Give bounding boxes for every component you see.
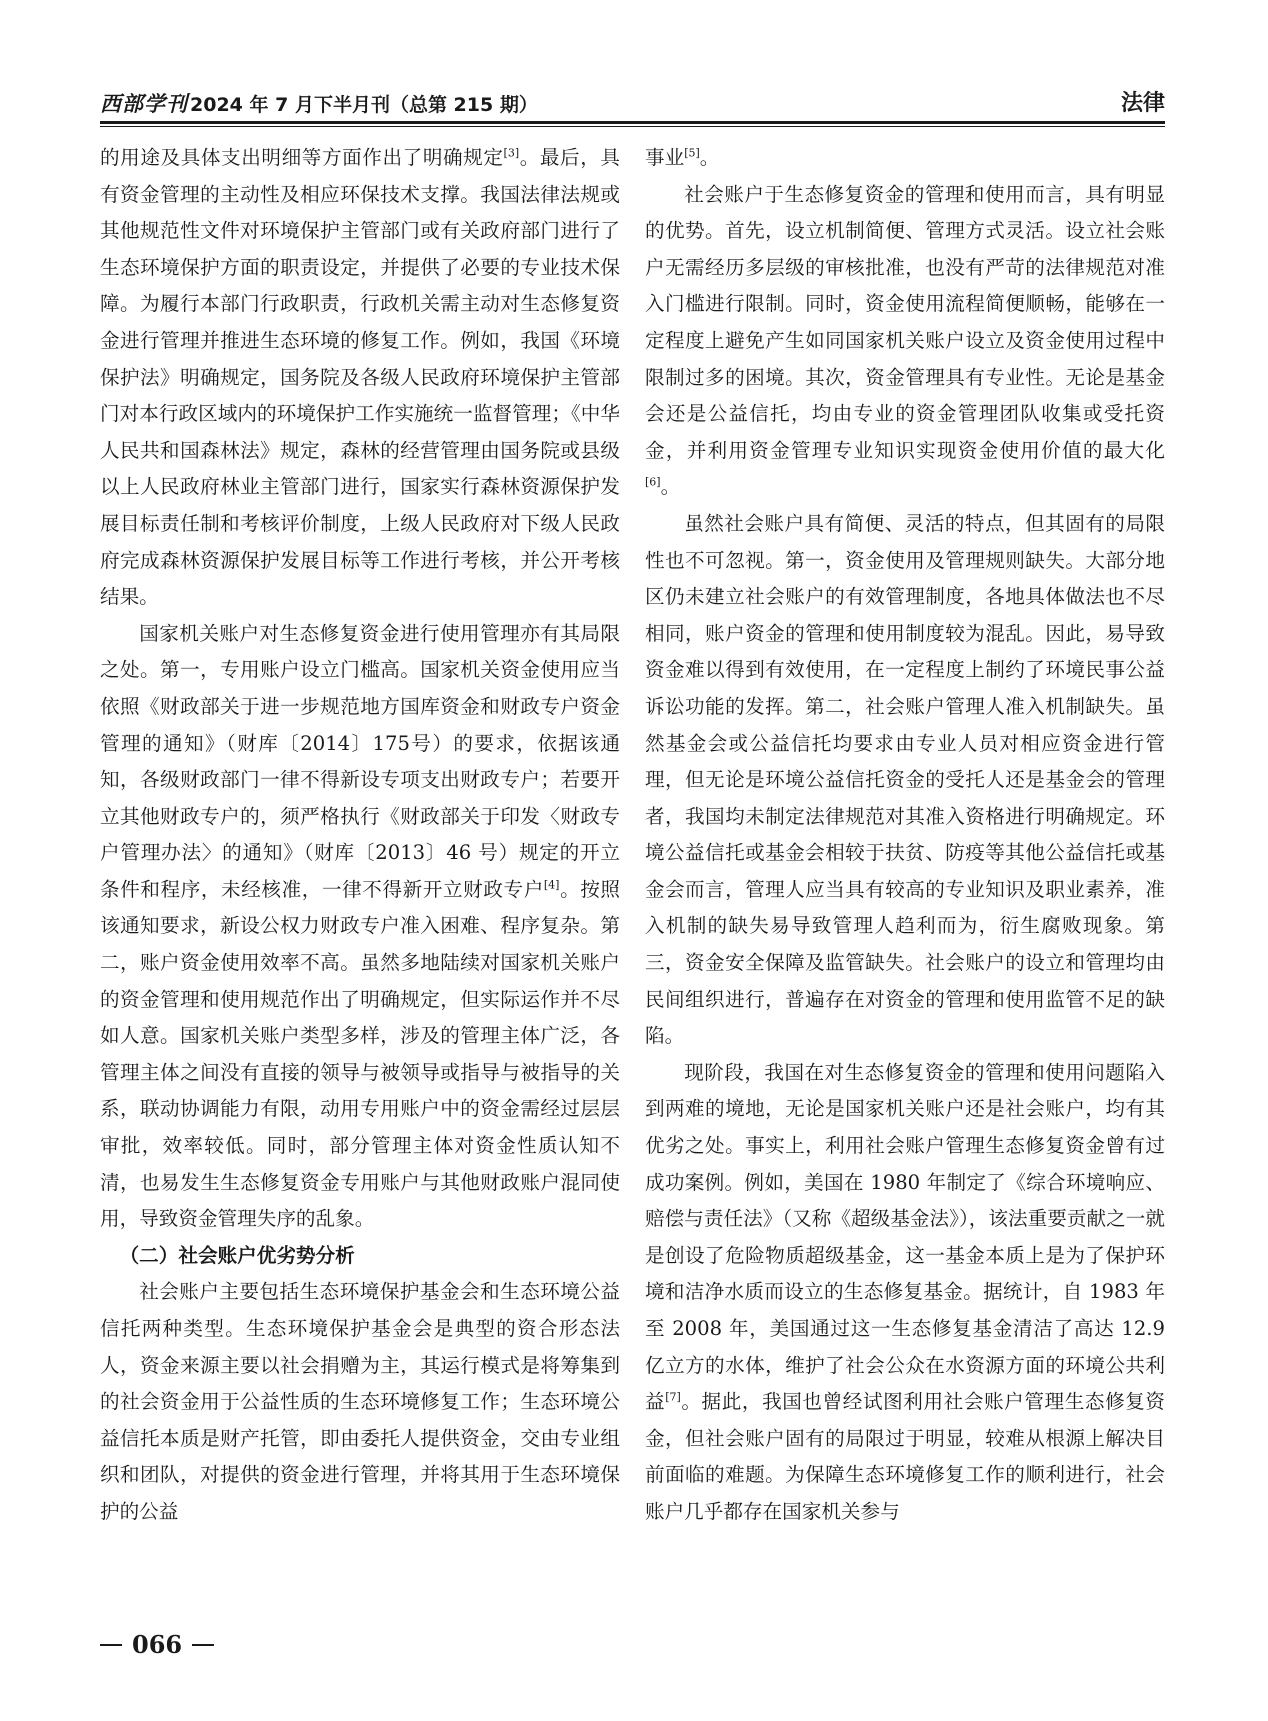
- header-left: [100, 88, 538, 118]
- issue-info: 2024 年 7 月下半月刊（总第 215 期）: [190, 94, 538, 116]
- footer-dash: [100, 1644, 122, 1646]
- journal-logo: 西部学刊: [100, 91, 188, 116]
- right-column: [645, 140, 1165, 1531]
- citation: [6]: [645, 475, 661, 489]
- paragraph: 事业[5]。: [645, 146, 720, 169]
- paragraph: 现阶段，我国在对生态修复资金的管理和使用问题陷入到两难的境地，无论是国家机关账户还是社会账户，均有其优劣之处。事实上，利用社会账户管理生态修复资金曾有过成功案例。例如，美国在 1980 年制定了《综合环境响应、赔偿与责任法》（又称《超级基金法》），该法重要贡献之一就是创设了危险物质超级基金，这一基金本质上是为了保护环境和洁净水质而设立的生态修复基金。据统计，自 1983 年至 2008 年，美国通过这一生态修复基金清洁了高达 12.9 亿立方的水体，维护了社会公众在水资源方面的环境公共利益[7]。据此，我国也曾经试图利用社会账户管理生态修复资金，但社会账户固有的局限过于明显，较难从根源上解决目前面临的难题。为保障生态环境修复工作的顺利进行，社会账户几乎都存在国家机关参与: [645, 1060, 1166, 1523]
- paragraph: 的用途及具体支出明细等方面作出了明确规定[3]。最后，具有资金管理的主动性及相应环保技术支撑。我国法律法规或其他规范性文件对环境保护主管部门或有关政府部门进行了生态环境保护方面的职责设定，并提供了必要的专业技术保障。为履行本部门行政职责，行政机关需主动对生态修复资金进行管理并推进生态环境的修复工作。例如，我国《环境保护法》明确规定，国务院及各级人民政府环境保护主管部门对本行政区域内的环境保护工作实施统一监督管理；《中华人民共和国森林法》规定，森林的经营管理由国务院或县级以上人民政府林业主管部门进行，国家实行森林资源保护发展目标责任制和考核评价制度，上级人民政府对下级人民政府完成森林资源保护发展目标等工作进行考核，并公开考核结果。: [100, 146, 621, 609]
- paragraph: 虽然社会账户具有简便、灵活的特点，但其固有的局限性也不可忽视。第一，资金使用及管理规则缺失。大部分地区仍未建立社会账户的有效管理制度，各地具体做法也不尽相同，账户资金的管理和使用制度较为混乱。因此，易导致资金难以得到有效使用，在一定程度上制约了环境民事公益诉讼功能的发挥。第二，社会账户管理人准入机制缺失。虽然基金会或公益信托均要求由专业人员对相应资金进行管理，但无论是环境公益信托资金的受托人还是基金会的管理者，我国均未制定法律规范对其准入资格进行明确规定。环境公益信托或基金会相较于扶贫、防疫等其他公益信托或基金会而言，管理人应当具有较高的专业知识及职业素养，准入机制的缺失易导致管理人趋利而为，衍生腐败现象。第三，资金安全保障及监管缺失。社会账户的设立和管理均由民间组织进行，普遍存在对资金的管理和使用监管不足的缺陷。: [645, 511, 1165, 1048]
- paragraph: 社会账户主要包括生态环境保护基金会和生态环境公益信托两种类型。生态环境保护基金会是典型的资合形态法人，资金来源主要以社会捐赠为主，其运行模式是将筹集到的社会资金用于公益性质的生态环境修复工作；生态环境公益信托本质是财产托管，即由委托人提供资金，交由专业组织和团队，对提供的资金进行管理，并将其用于生态环境保护的公益: [100, 1280, 620, 1523]
- section-heading: （二）社会账户优劣势分析: [119, 1243, 355, 1267]
- page-footer: [100, 1630, 214, 1659]
- paragraph: 社会账户于生态修复资金的管理和使用而言，具有明显的优势。首先，设立机制简便、管理方式灵活。设立社会账户无需经历多层级的审核批准，也没有严苛的法律规范对准入门槛进行限制。同时，资金使用流程简便顺畅，能够在一定程度上避免产生如同国家机关账户设立及资金使用过程中限制过多的困境。其次，资金管理具有专业性。无论是基金会还是公益信托，均由专业的资金管理团队收集或受托资金，并利用资金管理专业知识实现资金使用价值的最大化[6]。: [645, 182, 1165, 499]
- section-label: 法律: [1120, 91, 1165, 116]
- citation: [7]: [665, 1390, 681, 1404]
- left-column: [100, 140, 620, 1531]
- citation: [5]: [684, 146, 700, 160]
- footer-dash: [192, 1644, 214, 1646]
- paragraph: 国家机关账户对生态修复资金进行使用管理亦有其局限之处。第一，专用账户设立门槛高。国家机关资金使用应当依照《财政部关于进一步规范地方国库资金和财政专户资金管理的通知》（财库〔2014〕175号）的要求，依据该通知，各级财政部门一律不得新设专项支出财政专户；若要开立其他财政专户的，须严格执行《财政部关于印发〈财政专户管理办法〉的通知》（财库〔2013〕46 号）规定的开立条件和程序，未经核准，一律不得新开立财政专户[4]。按照该通知要求，新设公权力财政专户准入困难、程序复杂。第二，账户资金使用效率不高。虽然多地陆续对国家机关账户的资金管理和使用规范作出了明确规定，但实际运作并不尽如人意。国家机关账户类型多样，涉及的管理主体广泛，各管理主体之间没有直接的领导与被领导或指导与被指导的关系，联动协调能力有限，动用专用账户中的资金需经过层层审批，效率较低。同时，部分管理主体对资金性质认知不清，也易发生生态修复资金专用账户与其他财政账户混同使用，导致资金管理失序的乱象。: [100, 621, 621, 1231]
- header-rule-thin: [100, 126, 1165, 127]
- header-rule-thick: [100, 121, 1165, 124]
- citation: [3]: [503, 146, 520, 160]
- citation: [4]: [543, 878, 560, 892]
- page-number: 066: [132, 1630, 183, 1659]
- running-header: [100, 84, 1165, 120]
